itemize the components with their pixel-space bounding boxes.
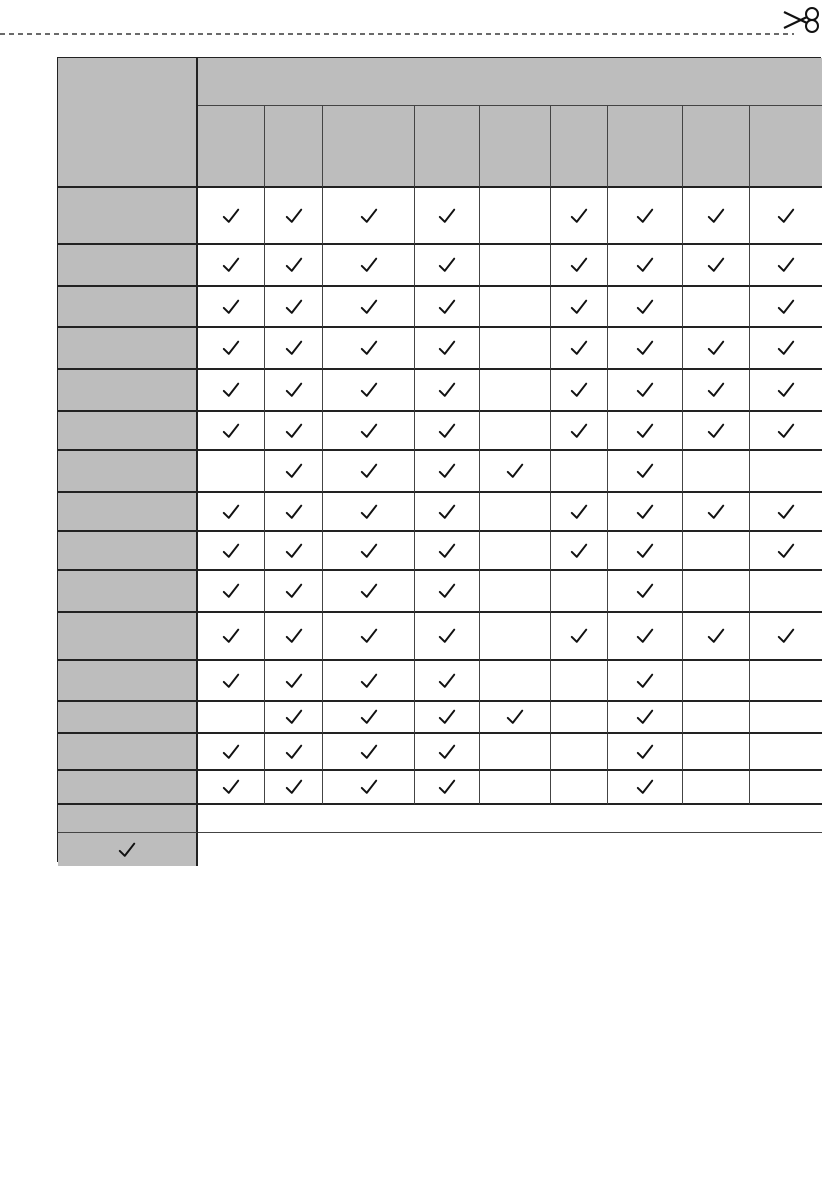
check-icon	[360, 207, 378, 225]
table-cell	[415, 734, 480, 771]
check-icon	[636, 582, 654, 600]
table-cell	[480, 771, 551, 805]
table-cell	[198, 613, 265, 661]
table-cell	[323, 661, 415, 702]
check-icon	[636, 339, 654, 357]
table-cell	[198, 532, 265, 571]
check-icon	[707, 256, 725, 274]
row-label	[58, 412, 198, 451]
table-cell	[323, 734, 415, 771]
check-icon	[438, 708, 456, 726]
table-cell	[198, 287, 265, 328]
table-cell	[415, 370, 480, 412]
table-cell	[415, 771, 480, 805]
table-cell	[683, 245, 750, 287]
table-cell	[323, 451, 415, 493]
check-icon	[636, 256, 654, 274]
table-cell	[551, 702, 608, 734]
table-cell	[415, 188, 480, 245]
table-cell	[415, 245, 480, 287]
row-label	[58, 734, 198, 771]
check-icon	[360, 256, 378, 274]
legend-key	[58, 805, 198, 833]
table-cell	[551, 571, 608, 613]
check-icon	[777, 542, 795, 560]
check-icon	[570, 207, 588, 225]
check-icon	[118, 841, 136, 859]
table-cell	[750, 771, 822, 805]
check-icon	[636, 743, 654, 761]
table-cell	[480, 287, 551, 328]
table-cell	[265, 702, 323, 734]
row-label	[58, 451, 198, 493]
table-cell	[551, 771, 608, 805]
table-cell	[480, 734, 551, 771]
check-icon	[570, 542, 588, 560]
table-cell	[551, 661, 608, 702]
check-icon	[438, 672, 456, 690]
table-cell	[750, 370, 822, 412]
check-icon	[360, 381, 378, 399]
table-cell	[683, 328, 750, 370]
check-icon	[570, 422, 588, 440]
table-cell	[608, 613, 683, 661]
check-icon	[285, 422, 303, 440]
table-cell	[608, 245, 683, 287]
table-cell	[323, 493, 415, 532]
check-icon	[777, 256, 795, 274]
check-icon	[570, 627, 588, 645]
table-cell	[323, 245, 415, 287]
check-icon	[360, 627, 378, 645]
table-cell	[750, 702, 822, 734]
check-icon	[360, 542, 378, 560]
table-cell	[551, 412, 608, 451]
table-cell	[265, 328, 323, 370]
row-label	[58, 370, 198, 412]
table-cell	[683, 661, 750, 702]
check-icon	[285, 298, 303, 316]
check-icon	[707, 503, 725, 521]
check-icon	[285, 381, 303, 399]
check-icon	[222, 503, 240, 521]
row-label	[58, 493, 198, 532]
table-cell	[683, 613, 750, 661]
check-icon	[360, 339, 378, 357]
table-cell	[551, 370, 608, 412]
legend-description	[198, 833, 822, 866]
row-label	[58, 771, 198, 805]
check-icon	[438, 339, 456, 357]
check-icon	[438, 298, 456, 316]
table-cell	[198, 571, 265, 613]
column-header	[198, 106, 265, 188]
table-cell	[323, 613, 415, 661]
check-icon	[222, 256, 240, 274]
table-cell	[415, 571, 480, 613]
table-cell	[480, 661, 551, 702]
table-corner-header	[58, 58, 198, 188]
check-icon	[438, 422, 456, 440]
check-icon	[636, 462, 654, 480]
check-icon	[570, 381, 588, 399]
table-cell	[480, 451, 551, 493]
check-icon	[777, 627, 795, 645]
row-label	[58, 287, 198, 328]
table-cell	[265, 613, 323, 661]
check-icon	[636, 207, 654, 225]
check-icon	[222, 381, 240, 399]
table-cell	[198, 370, 265, 412]
row-label	[58, 188, 198, 245]
table-cell	[480, 571, 551, 613]
column-header	[415, 106, 480, 188]
check-icon	[222, 778, 240, 796]
table-cell	[415, 702, 480, 734]
check-icon	[360, 743, 378, 761]
column-header	[323, 106, 415, 188]
table-cell	[683, 571, 750, 613]
table-cell	[551, 287, 608, 328]
check-icon	[777, 422, 795, 440]
table-cell	[265, 412, 323, 451]
compatibility-table	[57, 57, 821, 862]
table-cell	[198, 328, 265, 370]
table-cell	[608, 451, 683, 493]
table-cell	[480, 412, 551, 451]
check-icon	[438, 627, 456, 645]
check-icon	[360, 462, 378, 480]
table-cell	[323, 771, 415, 805]
table-cell	[683, 412, 750, 451]
check-icon	[222, 672, 240, 690]
check-icon	[777, 339, 795, 357]
check-icon	[222, 627, 240, 645]
row-label	[58, 245, 198, 287]
check-icon	[285, 542, 303, 560]
check-icon	[360, 582, 378, 600]
table-cell	[608, 287, 683, 328]
table-cell	[415, 412, 480, 451]
table-cell	[683, 188, 750, 245]
table-cell	[683, 370, 750, 412]
table-cell	[198, 734, 265, 771]
table-cell	[323, 532, 415, 571]
table-cell	[198, 661, 265, 702]
table-cell	[265, 734, 323, 771]
check-icon	[360, 503, 378, 521]
table-cell	[198, 245, 265, 287]
check-icon	[438, 582, 456, 600]
check-icon	[360, 778, 378, 796]
table-cell	[683, 493, 750, 532]
column-header	[608, 106, 683, 188]
check-icon	[285, 672, 303, 690]
table-cell	[551, 328, 608, 370]
check-icon	[285, 627, 303, 645]
check-icon	[360, 708, 378, 726]
table-cell	[608, 661, 683, 702]
table-cell	[750, 661, 822, 702]
table-cell	[480, 493, 551, 532]
table-cell	[480, 328, 551, 370]
table-cell	[750, 328, 822, 370]
table-cell	[608, 532, 683, 571]
table-cell	[415, 613, 480, 661]
table-cell	[750, 287, 822, 328]
column-header	[480, 106, 551, 188]
row-label	[58, 661, 198, 702]
check-icon	[570, 339, 588, 357]
column-header	[265, 106, 323, 188]
legend-key	[58, 833, 198, 866]
check-icon	[285, 256, 303, 274]
check-icon	[636, 672, 654, 690]
table-cell	[750, 613, 822, 661]
table-cell	[683, 532, 750, 571]
table-cell	[750, 245, 822, 287]
column-header	[750, 106, 822, 188]
table-cell	[551, 532, 608, 571]
check-icon	[285, 743, 303, 761]
table-cell	[415, 328, 480, 370]
table-cell	[551, 188, 608, 245]
table-cell	[551, 734, 608, 771]
check-icon	[777, 298, 795, 316]
table-cell	[265, 771, 323, 805]
check-icon	[636, 627, 654, 645]
table-cell	[198, 702, 265, 734]
check-icon	[636, 542, 654, 560]
table-cell	[480, 188, 551, 245]
check-icon	[570, 256, 588, 274]
table-cell	[683, 771, 750, 805]
check-icon	[707, 339, 725, 357]
check-icon	[777, 207, 795, 225]
table-cell	[323, 188, 415, 245]
check-icon	[636, 778, 654, 796]
table-cell	[683, 287, 750, 328]
table-cell	[608, 493, 683, 532]
check-icon	[438, 381, 456, 399]
table-cell	[323, 571, 415, 613]
scissors-icon	[784, 8, 818, 32]
check-icon	[636, 503, 654, 521]
table-cell	[265, 661, 323, 702]
table-cell	[415, 661, 480, 702]
check-icon	[285, 462, 303, 480]
row-label	[58, 571, 198, 613]
table-cell	[608, 370, 683, 412]
table-cell	[608, 188, 683, 245]
table-cell	[265, 451, 323, 493]
table-cell	[551, 451, 608, 493]
check-icon	[777, 503, 795, 521]
table-cell	[750, 571, 822, 613]
check-icon	[636, 422, 654, 440]
table-cell	[323, 702, 415, 734]
table-cell	[323, 328, 415, 370]
table-cell	[415, 493, 480, 532]
check-icon	[285, 778, 303, 796]
table-cell	[198, 493, 265, 532]
check-icon	[285, 708, 303, 726]
check-icon	[222, 582, 240, 600]
check-icon	[707, 627, 725, 645]
table-cell	[480, 613, 551, 661]
table-cell	[480, 702, 551, 734]
table-cell	[608, 702, 683, 734]
table-cell	[683, 734, 750, 771]
check-icon	[285, 503, 303, 521]
check-icon	[707, 381, 725, 399]
check-icon	[636, 708, 654, 726]
table-cell	[265, 493, 323, 532]
table-cell	[750, 451, 822, 493]
check-icon	[222, 339, 240, 357]
table-cell	[608, 571, 683, 613]
table-cell	[480, 370, 551, 412]
table-cell	[323, 287, 415, 328]
check-icon	[506, 708, 524, 726]
table-cell	[265, 188, 323, 245]
check-icon	[222, 542, 240, 560]
table-cell	[198, 771, 265, 805]
table-cell	[551, 613, 608, 661]
table-cell	[750, 188, 822, 245]
table-cell	[415, 532, 480, 571]
column-header	[683, 106, 750, 188]
check-icon	[360, 298, 378, 316]
check-icon	[438, 743, 456, 761]
check-icon	[438, 778, 456, 796]
check-icon	[285, 339, 303, 357]
table-cell	[323, 370, 415, 412]
table-cell	[323, 412, 415, 451]
check-icon	[438, 462, 456, 480]
check-icon	[438, 503, 456, 521]
table-cell	[265, 532, 323, 571]
table-cell	[683, 451, 750, 493]
check-icon	[570, 298, 588, 316]
table-cell	[551, 245, 608, 287]
table-cell	[198, 412, 265, 451]
table-cell	[265, 370, 323, 412]
check-icon	[285, 207, 303, 225]
check-icon	[707, 207, 725, 225]
check-icon	[222, 743, 240, 761]
table-cell	[480, 245, 551, 287]
table-cell	[265, 571, 323, 613]
table-cell	[608, 328, 683, 370]
table-cell	[750, 734, 822, 771]
table-cell	[608, 734, 683, 771]
check-icon	[570, 503, 588, 521]
table-cell	[608, 412, 683, 451]
table-group-header	[198, 58, 822, 106]
check-icon	[360, 422, 378, 440]
legend-description	[198, 805, 822, 833]
check-icon	[506, 462, 524, 480]
row-label	[58, 613, 198, 661]
table-cell	[265, 287, 323, 328]
table-cell	[750, 412, 822, 451]
check-icon	[636, 381, 654, 399]
table-cell	[480, 532, 551, 571]
row-label	[58, 702, 198, 734]
row-label	[58, 532, 198, 571]
table-cell	[683, 702, 750, 734]
check-icon	[360, 672, 378, 690]
table-cell	[415, 287, 480, 328]
check-icon	[438, 256, 456, 274]
table-cell	[750, 493, 822, 532]
check-icon	[285, 582, 303, 600]
row-label	[58, 328, 198, 370]
column-header	[551, 106, 608, 188]
table-cell	[415, 451, 480, 493]
check-icon	[777, 381, 795, 399]
check-icon	[222, 422, 240, 440]
table-cell	[551, 493, 608, 532]
table-cell	[198, 451, 265, 493]
check-icon	[636, 298, 654, 316]
check-icon	[222, 298, 240, 316]
table-cell	[198, 188, 265, 245]
table-cell	[265, 245, 323, 287]
table-cell	[608, 771, 683, 805]
check-icon	[222, 207, 240, 225]
check-icon	[438, 207, 456, 225]
check-icon	[438, 542, 456, 560]
check-icon	[707, 422, 725, 440]
cut-line	[0, 0, 839, 60]
table-cell	[750, 532, 822, 571]
